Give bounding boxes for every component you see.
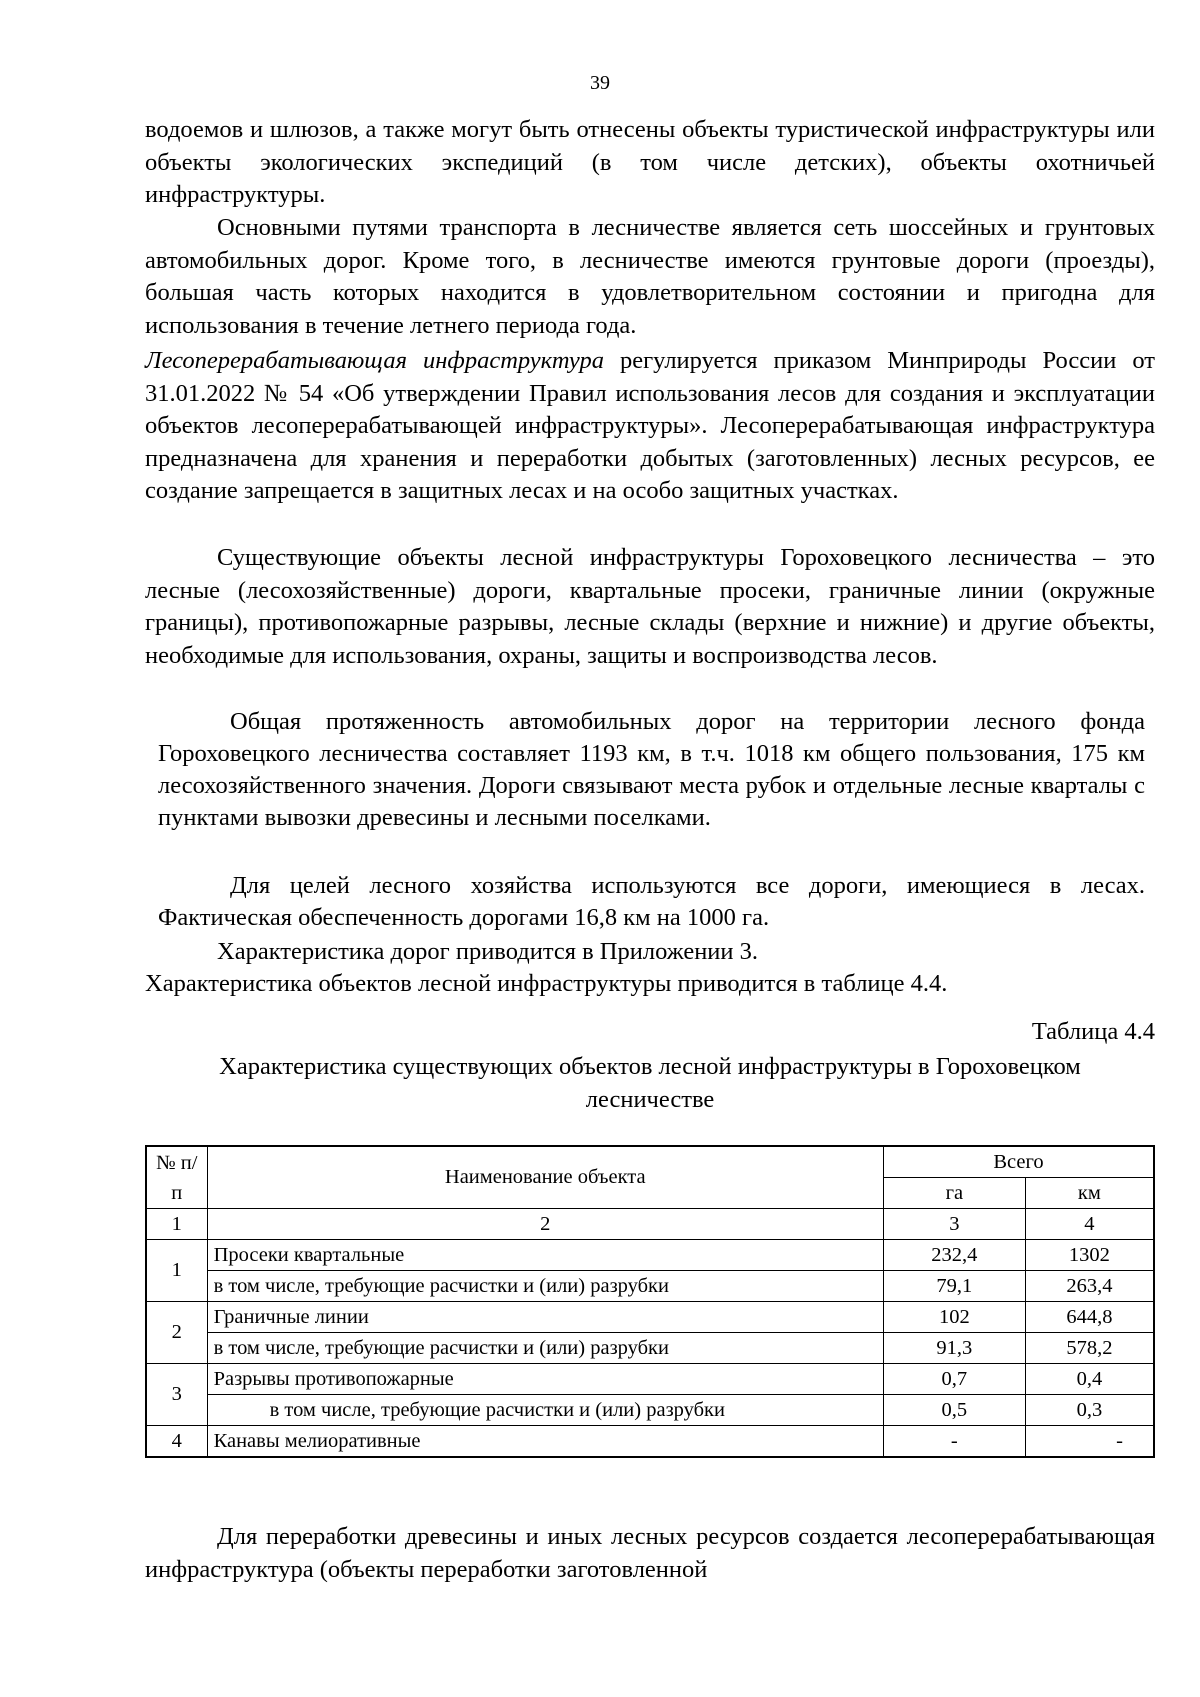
row-km: 644,8 <box>1025 1302 1154 1333</box>
page-number: 39 <box>590 72 610 94</box>
paragraph-text: водоемов и шлюзов, а также могут быть отнесены объекты туристической инфраструктуры или объекты экологических экспедиций (в том числе детских), объекты охотничьей инфраструктуры. <box>145 116 1155 208</box>
row-name: Канавы мелиоративные <box>207 1426 883 1458</box>
table-row <box>146 1302 1154 1333</box>
paragraph-road-use: Для целей лесного хозяйства используются все дороги, имеющиеся в лесах. Фактическая обеспеченность дорогами 16,8 км на 1000 га. <box>158 872 1145 931</box>
row-number: 3 <box>146 1364 207 1426</box>
paragraph-continuation <box>145 114 1155 212</box>
row-km: 578,2 <box>1025 1333 1154 1364</box>
header-ha: га <box>883 1178 1025 1209</box>
row-ha: 102 <box>883 1302 1025 1333</box>
row-km: - <box>1025 1426 1154 1458</box>
column-number: 4 <box>1025 1209 1154 1240</box>
column-number: 3 <box>883 1209 1025 1240</box>
row-ha: 79,1 <box>883 1271 1025 1302</box>
row-km: 1302 <box>1025 1240 1154 1271</box>
row-name: в том числе, требующие расчистки и (или) разрубки <box>207 1395 883 1426</box>
paragraph-transport <box>145 212 1155 342</box>
table-row <box>146 1271 1154 1302</box>
row-name: в том числе, требующие расчистки и (или) разрубки <box>207 1333 883 1364</box>
row-name: Граничные линии <box>207 1302 883 1333</box>
table-row <box>146 1395 1154 1426</box>
paragraph-road-length: Общая протяженность автомобильных дорог на территории лесного фонда Гороховецкого лесничества составляет 1193 км, в т.ч. 1018 км общего пользования, 175 км лесохозяйственного значения. Дороги связывают места рубок и отдельные лесные кварталы с пунктами вывозки древесины и лесными поселками. <box>158 708 1145 831</box>
row-ha: 232,4 <box>883 1240 1025 1271</box>
row-ha: 0,5 <box>883 1395 1025 1426</box>
row-km: 0,4 <box>1025 1364 1154 1395</box>
row-ha: 91,3 <box>883 1333 1025 1364</box>
table-title: Характеристика существующих объектов лесной инфраструктуры в Гороховецком лесничестве <box>219 1053 1081 1113</box>
italic-term: Лесоперерабатывающая инфраструктура <box>145 347 604 374</box>
infrastructure-table <box>145 1145 1155 1458</box>
header-name: Наименование объекта <box>207 1146 883 1209</box>
paragraph-text <box>145 345 1155 508</box>
header-number: № п/п <box>146 1146 207 1209</box>
row-number: 4 <box>146 1426 207 1458</box>
row-number: 1 <box>146 1240 207 1302</box>
table-label: Таблица 4.4 <box>1031 1018 1155 1045</box>
table-header-row <box>146 1146 1154 1178</box>
table-row <box>146 1426 1154 1458</box>
row-ha: 0,7 <box>883 1364 1025 1395</box>
row-name: Разрывы противопожарные <box>207 1364 883 1395</box>
row-number: 2 <box>146 1302 207 1364</box>
paragraph-appendix-ref: Характеристика дорог приводится в Приложении 3. <box>217 938 759 965</box>
row-name: в том числе, требующие расчистки и (или) разрубки <box>207 1271 883 1302</box>
table-row <box>146 1364 1154 1395</box>
paragraph-processing-infrastructure <box>145 345 1155 508</box>
table-row <box>146 1240 1154 1271</box>
row-name: Просеки квартальные <box>207 1240 883 1271</box>
table-numbering-row <box>146 1209 1154 1240</box>
column-number: 2 <box>207 1209 883 1240</box>
paragraph-existing-objects <box>145 542 1155 672</box>
paragraph-text: Существующие объекты лесной инфраструктуры Гороховецкого лесничества – это лесные (лесохозяйственные) дороги, квартальные просеки, граничные линии (окружные границы), противопожарные разрывы, лесные склады (верхние и нижние) и другие объекты, необходимые для использования, охраны, защиты и воспроизводства лесов. <box>145 544 1155 669</box>
row-km: 263,4 <box>1025 1271 1154 1302</box>
paragraph-table-ref: Характеристика объектов лесной инфраструктуры приводится в таблице 4.4. <box>145 970 948 997</box>
paragraph-rest: регулируется приказом Минприроды России от 31.01.2022 № 54 «Об утверждении Правил использования лесов для создания и эксплуатации объектов лесоперерабатывающей инфраструктуры». Лесоперерабатывающая инфраструктура предназначена для хранения и переработки добытых (заготовленных) лесных ресурсов, ее создание запрещается в защитных лесах и на особо защитных участках. <box>145 347 1155 504</box>
table-row <box>146 1333 1154 1364</box>
row-km: 0,3 <box>1025 1395 1154 1426</box>
row-ha: - <box>883 1426 1025 1458</box>
paragraph-processing: Для переработки древесины и иных лесных ресурсов создается лесоперерабатывающая инфраструктура (объекты переработки заготовленной <box>145 1523 1155 1583</box>
paragraph-text: Основными путями транспорта в лесничестве является сеть шоссейных и грунтовых автомобильных дорог. Кроме того, в лесничестве имеются грунтовые дороги (проезды), большая часть которых находится в удовлетворительном состоянии и пригодна для использования в течение летнего периода года. <box>145 214 1155 339</box>
column-number: 1 <box>146 1209 207 1240</box>
header-total: Всего <box>883 1146 1154 1178</box>
header-km: км <box>1025 1178 1154 1209</box>
